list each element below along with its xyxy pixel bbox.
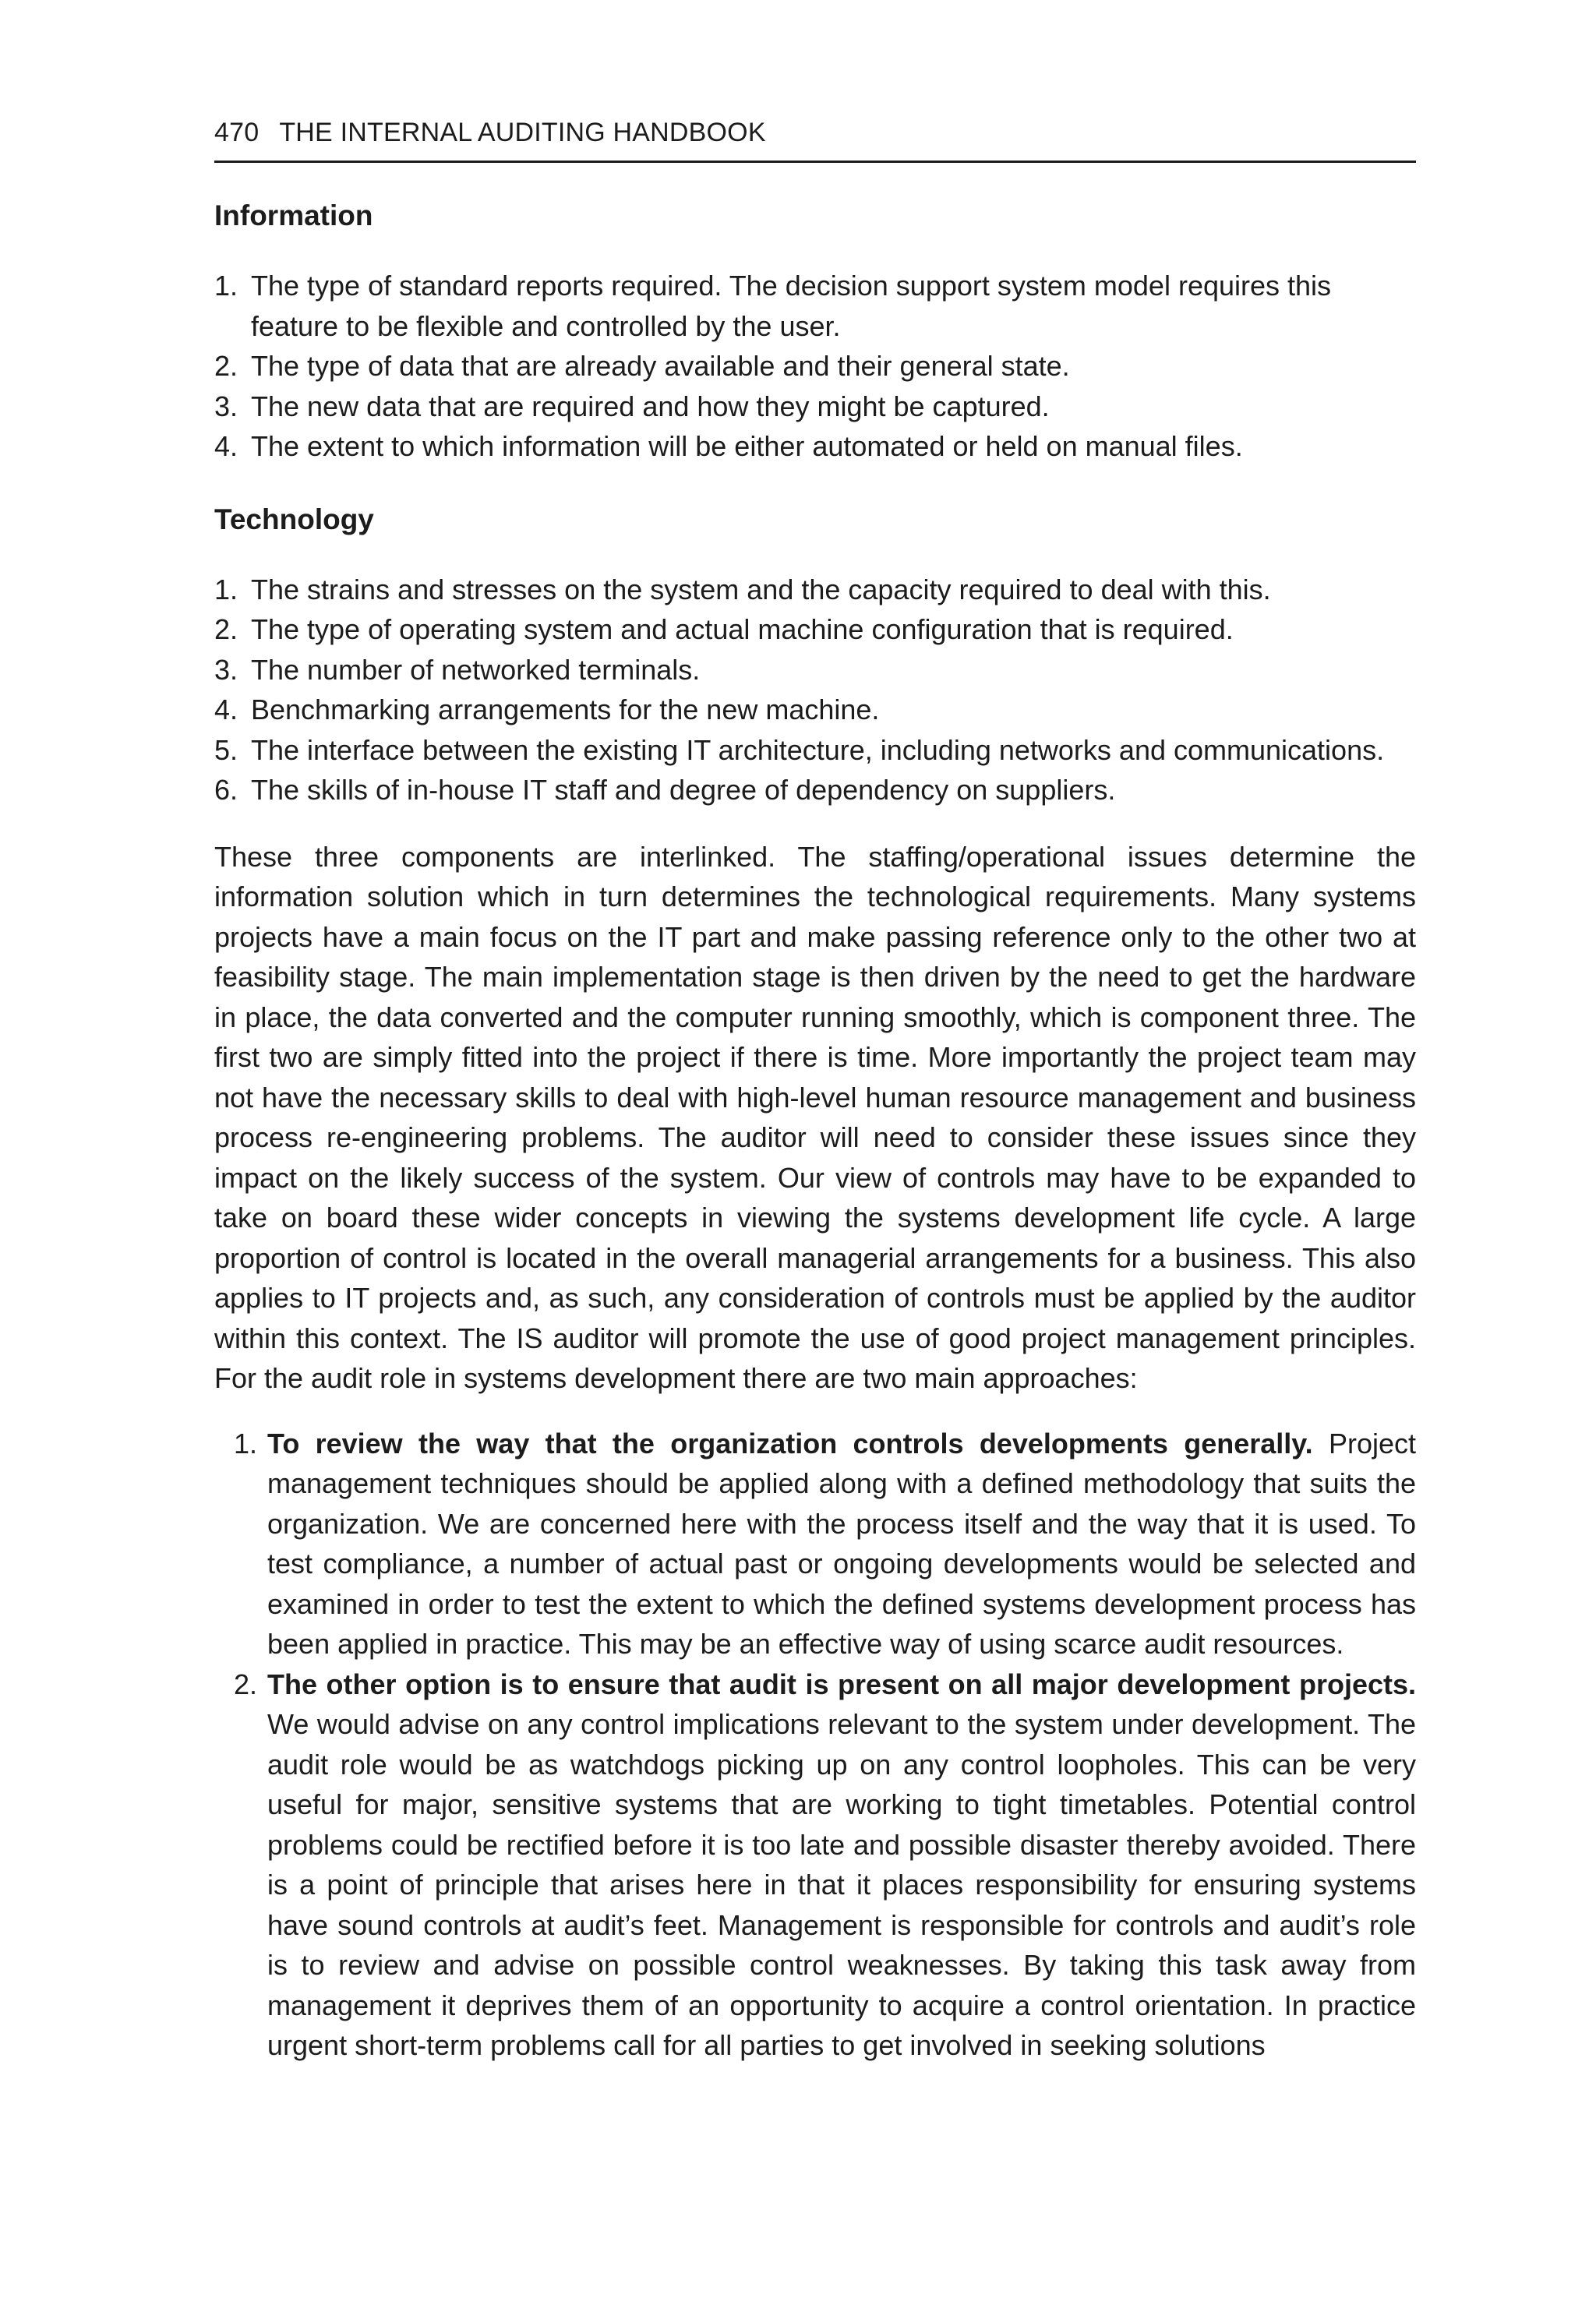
list-item <box>214 609 1416 650</box>
approach-text: Project management techniques should be applied along with a defined methodology that suits the organization. We are concerned here with the process itself and the way that it is used. To test compliance, a number of actual past or ongoing developments would be selected and examined in order to test the extent to which the defined systems development process has been applied in practice. This may be an effective way of using scarce audit resources. <box>267 1427 1416 1660</box>
list-number: 1. <box>214 573 238 605</box>
list-item <box>214 770 1416 810</box>
list-text: The interface between the existing IT architecture, including networks and communications. <box>251 733 1385 766</box>
list-item <box>214 650 1416 690</box>
approach-number: 1. <box>233 1427 257 1460</box>
list-text: The type of standard reports required. The decision support system model requires this feature to be flexible and controlled by the user. <box>251 270 1332 342</box>
approach-number: 2. <box>233 1668 257 1700</box>
list-number: 2. <box>214 613 238 645</box>
list-number: 4. <box>214 430 238 462</box>
list-item <box>214 266 1416 346</box>
list-number: 2. <box>214 350 238 382</box>
list-item <box>214 570 1416 610</box>
list-item <box>214 346 1416 386</box>
approach-body <box>267 1424 1416 1664</box>
list-number: 3. <box>214 390 238 422</box>
approach-lead: The other option is to ensure that audit is present on all major development projects. <box>267 1668 1416 1700</box>
technology-list <box>214 570 1416 810</box>
approach-item <box>214 1664 1416 2066</box>
list-text: The new data that are required and how they might be captured. <box>251 390 1050 422</box>
approach-text: We would advise on any control implications relevant to the system under development. The audit role would be as watchdogs picking up on any control loopholes. This can be very useful for major, sensitive systems that are working to tight timetables. Potential control problems could be rectified before it is too late and possible disaster thereby avoided. There is a point of principle that arises here in that it places responsibility for ensuring systems have sound controls at audit’s feet. Management is responsible for controls and audit’s role is to review and advise on possible control weaknesses. By taking this task away from management it deprives them of an opportunity to acquire a control orientation. In practice urgent short-term problems call for all parties to get involved in seeking solutions <box>267 1708 1416 2061</box>
running-title: THE INTERNAL AUDITING HANDBOOK <box>279 118 766 147</box>
list-item <box>214 386 1416 427</box>
list-text: The type of operating system and actual machine configuration that is required. <box>251 613 1234 645</box>
book-page <box>214 115 1416 2066</box>
approach-lead: To review the way that the organization controls developments generally. <box>267 1427 1313 1460</box>
list-number: 3. <box>214 653 238 686</box>
page-number: 470 <box>214 118 260 147</box>
list-number: 4. <box>214 694 238 725</box>
list-text: The type of data that are already available and their general state. <box>251 350 1070 382</box>
list-text: Benchmarking arrangements for the new machine. <box>251 694 880 725</box>
list-text: The strains and stresses on the system and the capacity required to deal with this. <box>251 573 1271 605</box>
list-text: The number of networked terminals. <box>251 653 701 686</box>
list-text: The skills of in-house IT staff and degree of dependency on suppliers. <box>251 774 1116 806</box>
list-item <box>214 690 1416 730</box>
list-item <box>214 730 1416 771</box>
list-number: 1. <box>214 270 238 302</box>
approach-body <box>267 1664 1416 2066</box>
list-number: 5. <box>214 733 238 766</box>
information-heading: Information <box>214 199 373 231</box>
list-number: 6. <box>214 774 238 806</box>
list-text: The extent to which information will be either automated or held on manual files. <box>251 430 1243 462</box>
approach-item <box>214 1424 1416 1664</box>
approaches-list <box>214 1424 1416 2066</box>
information-list <box>214 266 1416 467</box>
body-paragraph: These three components are interlinked. The staffing/operational issues determine the information solution which in turn determines the technological requirements. Many systems projects have a main focus on the IT part and make passing reference only to the other two at feasibility stage. The main implementation stage is then driven by the need to get the hardware in place, the data converted and the computer running smoothly, which is component three. The first two are simply fitted into the project if there is time. More importantly the project team may not have the necessary skills to deal with high-level human resource management and business process re-engineering problems. The auditor will need to consider these issues since they impact on the likely success of the system. Our view of controls may have to be expanded to take on board these wider concepts in viewing the systems development life cycle. A large proportion of control is located in the overall managerial arrangements for a business. This also applies to IT projects and, as such, any consideration of controls must be applied by the auditor within this context. The IS auditor will promote the use of good project management principles. For the audit role in systems development there are two main approaches: <box>214 840 1416 1394</box>
running-head <box>214 115 1416 163</box>
technology-heading: Technology <box>214 503 374 535</box>
list-item <box>214 426 1416 467</box>
